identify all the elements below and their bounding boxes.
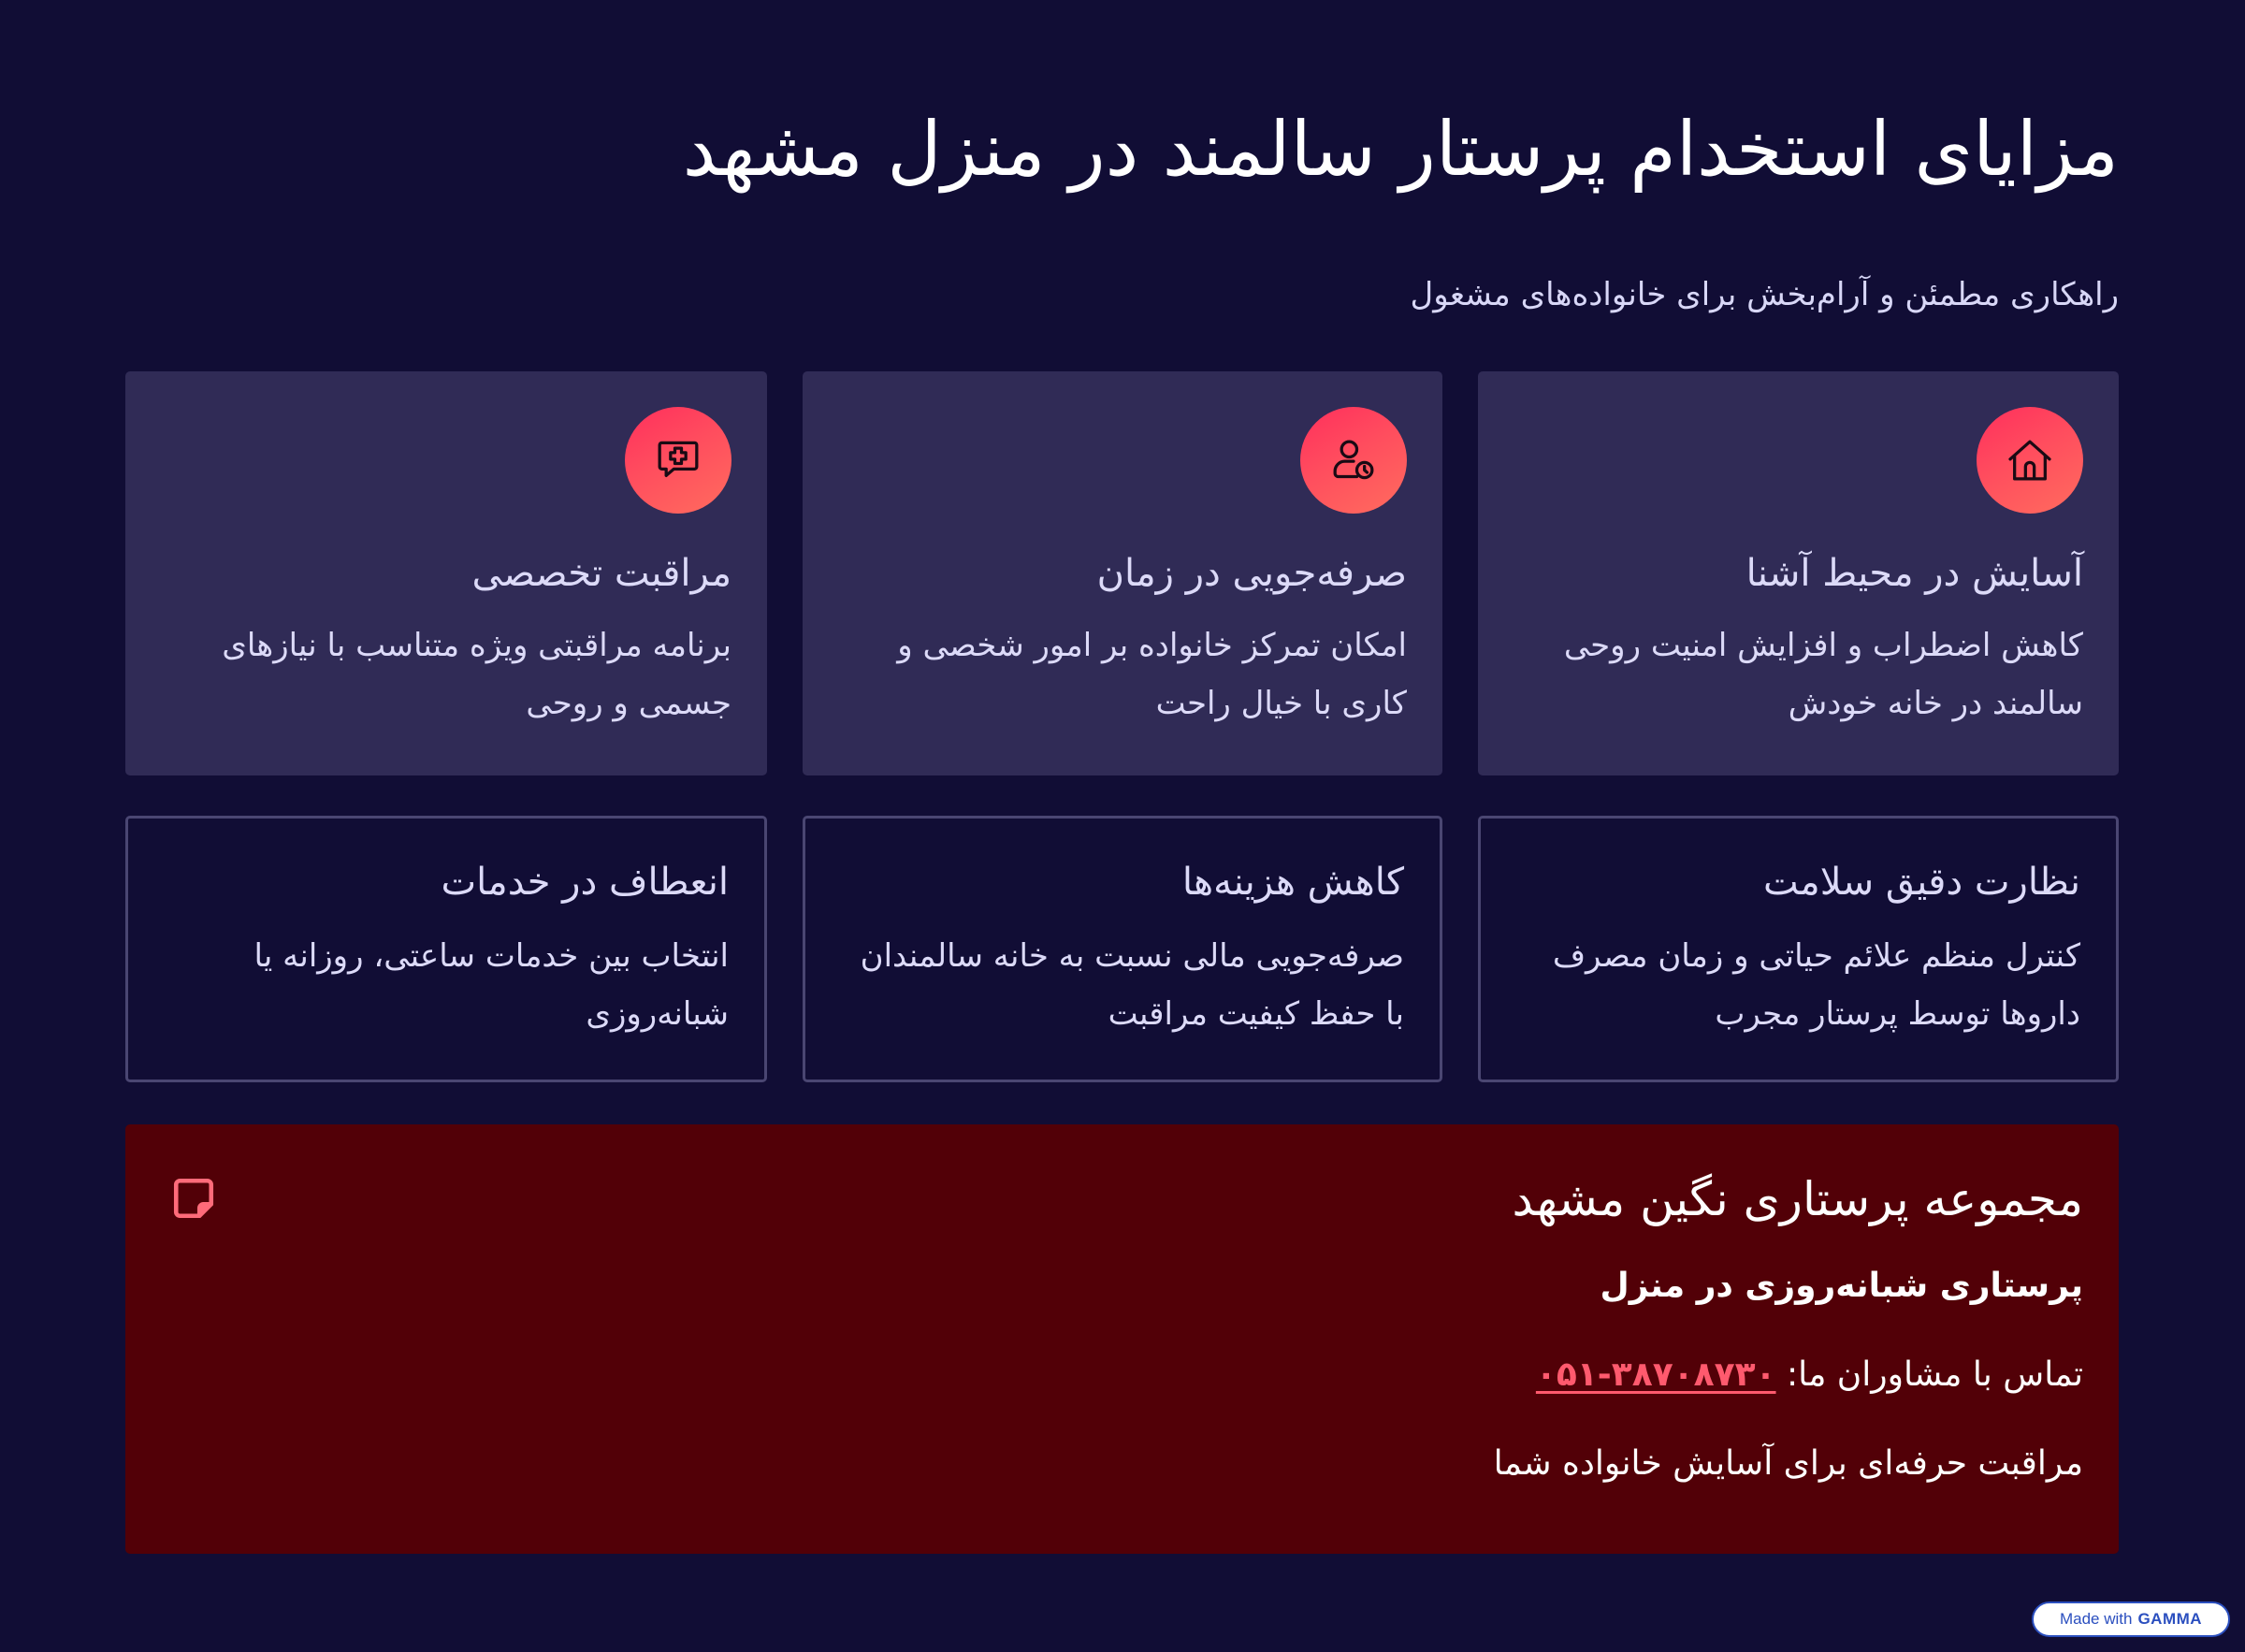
feature-card-cost-reduction — [803, 816, 1442, 1082]
cta-tagline: مراقبت حرفه‌ای برای آسایش خانواده شما — [1493, 1444, 2083, 1483]
card-title: انعطاف در خدمات — [441, 861, 729, 904]
page-title: مزایای استخدام پرستار سالمند در منزل مشهد — [682, 106, 2119, 193]
card-text: امکان تمرکز خانواده بر امور شخصی و کاری با خیال راحت — [897, 627, 1407, 722]
gamma-logo: GAMMA — [2137, 1610, 2203, 1628]
icon-badge — [1977, 407, 2083, 514]
card-text: صرفه‌جویی مالی نسبت به خانه سالمندان با حفظ کیفیت مراقبت — [860, 937, 1404, 1033]
card-text: انتخاب بین خدمات ساعتی، روزانه یا شبانه‌روزی — [253, 937, 729, 1033]
contact-label: تماس با مشاوران ما: — [1775, 1355, 2083, 1394]
feature-card-flexibility — [125, 816, 767, 1082]
cta-title: مجموعه پرستاری نگین مشهد — [1512, 1172, 2083, 1226]
cta-contact-line — [1536, 1354, 2083, 1398]
card-text: برنامه مراقبتی ویژه متناسب با نیازهای جسمی و روحی — [222, 627, 731, 722]
feature-card-time-saving — [803, 371, 1442, 775]
cta-subtitle: پرستاری شبانه‌روزی در منزل — [1600, 1267, 2083, 1305]
card-title: نظارت دقیق سلامت — [1763, 861, 2080, 904]
icon-badge — [1300, 407, 1407, 514]
feature-card-specialized-care — [125, 371, 767, 775]
card-title: کاهش هزینه‌ها — [1181, 861, 1404, 904]
user-clock-icon — [1327, 434, 1380, 486]
card-title: صرفه‌جویی در زمان — [1096, 552, 1407, 595]
cta-panel — [125, 1124, 2119, 1554]
phone-link[interactable]: ۰۵۱-۳۸۷۰۸۷۳۰ — [1535, 1355, 1776, 1394]
page-subtitle: راهکاری مطمئن و آرام‌بخش برای خانواده‌های مشغول — [1410, 276, 2119, 313]
feature-card-comfort — [1478, 371, 2119, 775]
home-icon — [2004, 434, 2056, 486]
card-title: آسایش در محیط آشنا — [1745, 552, 2083, 595]
made-with-gamma-badge[interactable] — [2032, 1601, 2230, 1637]
medical-chat-icon — [652, 434, 704, 486]
sticky-note-icon — [170, 1175, 217, 1222]
feature-card-health-monitoring — [1478, 816, 2119, 1082]
card-title: مراقبت تخصصی — [471, 552, 731, 595]
icon-badge — [625, 407, 731, 514]
card-text: کنترل منظم علائم حیاتی و زمان مصرف داروها توسط پرستار مجرب — [1552, 937, 2080, 1033]
card-text: کاهش اضطراب و افزایش امنیت روحی سالمند در خانه خودش — [1563, 627, 2083, 722]
badge-prefix: Made with — [2059, 1610, 2133, 1628]
